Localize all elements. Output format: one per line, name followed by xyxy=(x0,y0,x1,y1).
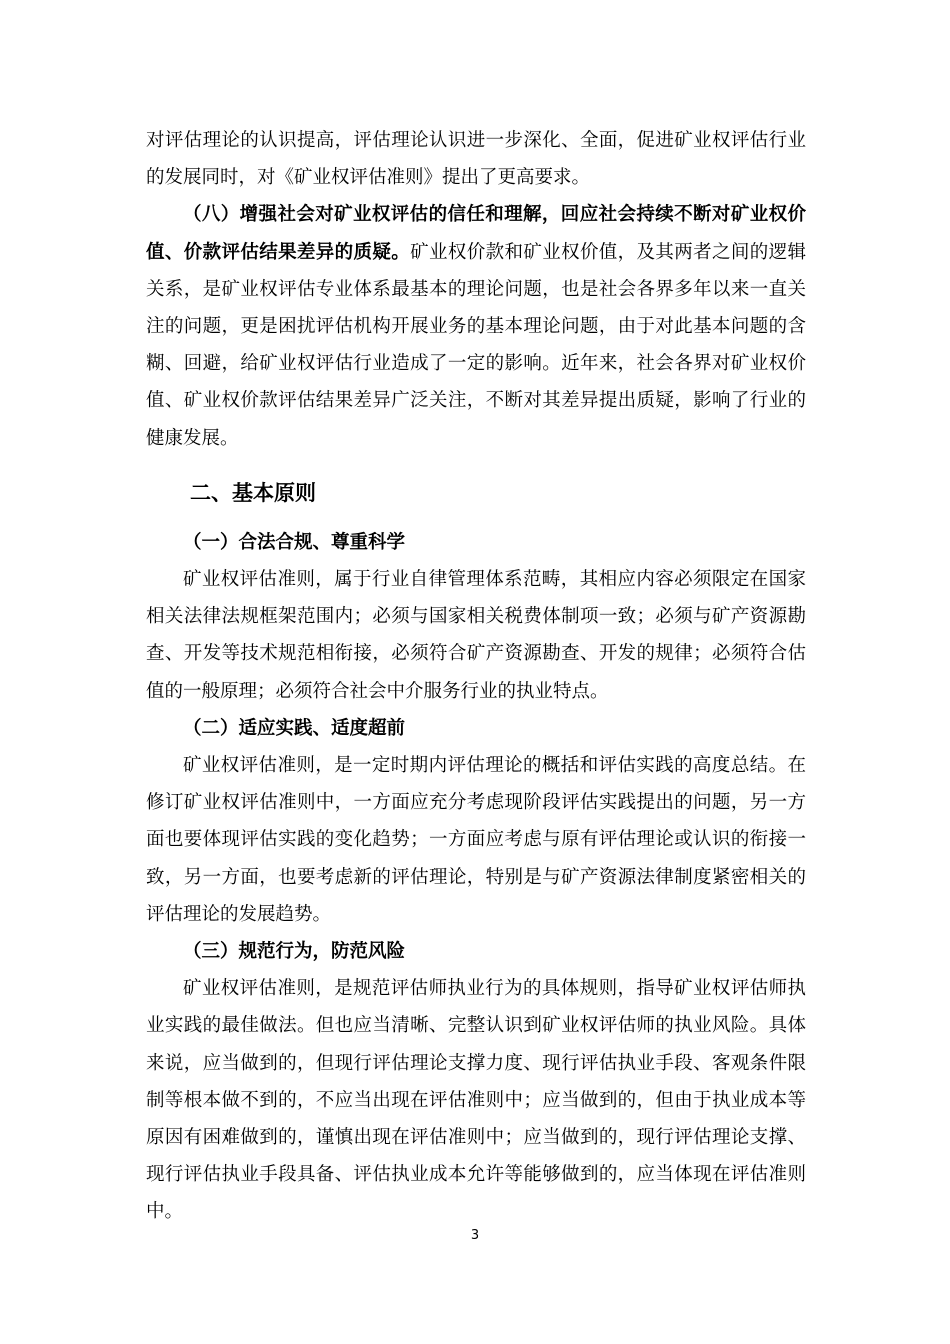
principle-3-body: 矿业权评估准则，是规范评估师执业行为的具体规则，指导矿业权评估师执业实践的最佳做法。但也应当清晰、完整认识到矿业权评估师的执业风险。具体来说，应当做到的，但现行评估理论支撑力度、现行评估执业手段、客观条件限制等根本做不到的，不应当出现在评估准则中；应当做到的，但由于执业成本等原因有困难做到的，谨慎出现在评估准则中；应当做到的，现行评估理论支撑、现行评估执业手段具备、评估执业成本允许等能够做到的，应当体现在评估准则中。 xyxy=(146,978,806,1223)
principle-3-heading: （三）规范行为，防范风险 xyxy=(183,941,406,963)
principle-2-heading: （二）适应实践、适度超前 xyxy=(183,717,406,739)
page-number: 3 xyxy=(470,1228,480,1243)
item-8-paragraph xyxy=(146,196,806,456)
item-8-body: 矿业权价款和矿业权价值，及其两者之间的逻辑关系，是矿业权评估专业体系最基本的理论问题，也是社会各界多年以来一直关注的问题，更是困扰评估机构开展业务的基本理论问题，由于对此基本问题的含糊、回避，给矿业权评估行业造成了一定的影响。近年来，社会各界对矿业权价值、矿业权价款评估结果差异广泛关注，不断对其差异提出质疑，影响了行业的健康发展。 xyxy=(146,241,806,449)
intro-paragraph: 对评估理论的认识提高，评估理论认识进一步深化、全面，促进矿业权评估行业的发展同时，对《矿业权评估准则》提出了更高要求。 xyxy=(146,130,806,189)
document-body xyxy=(146,122,806,1231)
principle-1-heading: （一）合法合规、尊重科学 xyxy=(183,531,406,553)
principle-2-body: 矿业权评估准则，是一定时期内评估理论的概括和评估实践的高度总结。在修订矿业权评估准则中，一方面应充分考虑现阶段评估实践提出的问题，另一方面也要体现评估实践的变化趋势；一方面应考虑与原有评估理论或认识的衔接一致，另一方面，也要考虑新的评估理论，特别是与矿产资源法律制度紧密相关的评估理论的发展趋势。 xyxy=(146,755,806,925)
principle-1-body: 矿业权评估准则，属于行业自律管理体系范畴，其相应内容必须限定在国家相关法律法规框架范围内；必须与国家相关税费体制项一致；必须与矿产资源勘查、开发等技术规范相衔接，必须符合矿产资源勘查、开发的规律；必须符合估值的一般原理；必须符合社会中介服务行业的执业特点。 xyxy=(146,569,806,702)
item-8-heading: （八）增强社会对矿业权评估的信任和理解，回应社会持续不断对矿业权价值、价款评估结果差异的质疑。 xyxy=(146,204,806,263)
section-2-title: 二、基本原则 xyxy=(190,480,316,505)
